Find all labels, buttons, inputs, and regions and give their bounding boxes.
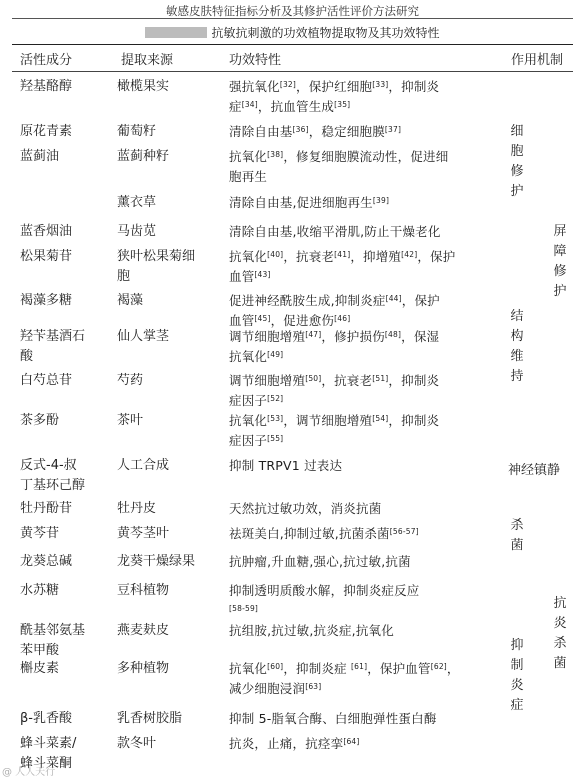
citation-ref: [47]: [305, 330, 322, 339]
citation-ref: [52]: [267, 394, 284, 403]
effect-text: ，抑增殖: [350, 249, 402, 264]
effect-line: [229, 431, 501, 451]
citation-ref: [56-57]: [389, 527, 419, 536]
ingredient-cell: 褐藻多糖: [20, 293, 73, 308]
effect-cell: [229, 734, 501, 754]
effect-text: 清除自由基,收缩平滑肌,防止干燥老化: [229, 224, 441, 239]
effect-line: [229, 371, 501, 391]
effect-text: 促进神经酰胺生成,抑制炎症: [229, 293, 386, 308]
effect-text: 清除自由基: [229, 124, 293, 139]
citation-ref: [45]: [254, 314, 271, 323]
effect-text: 血管: [229, 269, 255, 284]
ingredient-cell: 牡丹酚苷: [20, 501, 73, 516]
effect-text: ，保护: [401, 293, 440, 308]
effect-line: [229, 499, 501, 519]
effect-line: [229, 659, 501, 679]
effect-text: 调节细胞增殖: [229, 329, 306, 344]
ingredient-cell: 茶多酚: [20, 413, 60, 428]
citation-ref: [40]: [267, 250, 284, 259]
effect-text: ，抑制炎症: [283, 661, 351, 676]
effect-cell: [229, 709, 501, 729]
effect-line: [229, 222, 501, 242]
effect-text: ，调节细胞增殖: [283, 413, 373, 428]
source-cell: 黄芩茎叶: [117, 526, 170, 541]
effect-line: [229, 267, 501, 287]
mechanism-antibacterial: 杀 菌: [510, 518, 524, 553]
ingredient-line: 酸: [20, 349, 34, 364]
citation-ref: [37]: [384, 125, 402, 134]
citation-ref: [38]: [267, 150, 284, 159]
ingredient-line: 羟苄基酒石: [20, 329, 86, 344]
watermark: @ 人人天行: [2, 767, 56, 778]
citation-ref: [42]: [401, 250, 418, 259]
effect-line: [229, 581, 501, 601]
citation-ref: [36]: [292, 125, 309, 134]
source-cell: 牡丹皮: [117, 501, 157, 516]
effect-text: 调节细胞增殖: [229, 373, 306, 388]
citation-ref: [62]: [430, 662, 447, 671]
effect-line: [229, 456, 501, 476]
effect-cell: [229, 524, 501, 544]
mechanism-anti-inflammatory-antibacterial: 抗 炎 杀 菌: [553, 596, 567, 671]
effect-cell: [229, 411, 501, 451]
source-cell: 乳香树胶脂: [117, 711, 183, 726]
source-cell: 芍药: [117, 373, 144, 388]
source-cell: 马齿苋: [117, 224, 157, 239]
effect-line: [229, 679, 501, 699]
effect-text: 强抗氧化: [229, 79, 280, 94]
source-cell: 人工合成: [117, 458, 170, 473]
effect-cell: [229, 193, 501, 213]
effect-text: 症因子: [229, 433, 268, 448]
ingredient-line: 丁基环己醇: [20, 478, 86, 493]
source-line: 狭叶松果菊细: [117, 249, 196, 264]
ingredient-cell: β-乳香酸: [20, 711, 72, 726]
mechanism-cell-repair: 细 胞 修 护: [510, 124, 524, 199]
source-cell: 蓝蓟种籽: [117, 149, 170, 164]
effect-line: [229, 709, 501, 729]
source-cell: 仙人掌茎: [117, 329, 170, 344]
effect-text: 抗氧化: [229, 413, 268, 428]
header-mechanism: 作用机制: [511, 53, 564, 68]
effect-cell: [229, 147, 501, 187]
ingredient-cell: [20, 621, 112, 661]
citation-ref: [35]: [334, 100, 351, 109]
effect-line: [229, 147, 501, 167]
effect-text: ，促进愈伤: [270, 313, 335, 328]
effect-text: 抗氧化: [229, 249, 268, 264]
citation-ref: [46]: [334, 314, 351, 323]
effect-text: 清除自由基,促进细胞再生: [229, 195, 373, 210]
ingredient-line: 酰基邻氨基: [20, 623, 86, 638]
citation-ref: [43]: [254, 270, 271, 279]
effect-cell: [229, 291, 501, 331]
ingredient-cell: 槲皮素: [20, 661, 60, 676]
effect-line: [229, 601, 501, 621]
effect-text: 症因子: [229, 393, 268, 408]
source-cell: [117, 247, 221, 287]
citation-ref: [51]: [372, 374, 389, 383]
effect-cell: [229, 222, 501, 242]
effect-cell: [229, 621, 501, 641]
source-cell: 豆科植物: [117, 583, 170, 598]
effect-line: [229, 524, 501, 544]
effect-line: [229, 122, 501, 142]
citation-ref: [55]: [267, 434, 284, 443]
citation-ref: [54]: [372, 414, 389, 423]
effect-text: ，保护: [417, 249, 456, 264]
citation-ref: [63]: [305, 682, 322, 691]
effect-text: 减少细胞浸润: [229, 681, 306, 696]
citation-ref: [58-59]: [229, 604, 259, 613]
effect-cell: [229, 122, 501, 142]
effect-text: 抑制透明质酸水解，抑制炎症反应: [229, 583, 420, 598]
table-caption: [0, 24, 585, 41]
effect-cell: [229, 77, 501, 117]
header-source: 提取来源: [121, 53, 174, 68]
mechanism-structure: 结 构 维 持: [510, 309, 524, 384]
effect-text: 胞再生: [229, 169, 268, 184]
ingredient-cell: 水苏糖: [20, 583, 60, 598]
effect-line: [229, 552, 501, 572]
effect-line: [229, 291, 501, 311]
effect-cell: [229, 552, 501, 572]
table-top-rule: [12, 44, 573, 45]
effect-cell: [229, 499, 501, 519]
citation-ref: [41]: [334, 250, 351, 259]
effect-text: ，: [446, 661, 460, 676]
effect-text: ，抗衰老: [283, 249, 335, 264]
effect-text: ，修复细胞膜流动性，促进细: [283, 149, 449, 164]
ingredient-cell: 松果菊苷: [20, 249, 73, 264]
caption-redaction: [145, 27, 207, 38]
effect-cell: [229, 659, 501, 699]
ingredient-line: 蜂斗菜素/: [20, 736, 77, 751]
source-cell: 茶叶: [117, 413, 144, 428]
source-cell: 橄榄果实: [117, 79, 170, 94]
effect-line: [229, 247, 501, 267]
effect-text: 抑制 5-脂氧合酶、白细胞弹性蛋白酶: [229, 711, 437, 726]
effect-line: [229, 391, 501, 411]
source-cell: 薰衣草: [117, 195, 157, 210]
caption-text: 抗敏抗刺激的功效植物提取物及其功效特性: [211, 26, 440, 40]
effect-cell: [229, 327, 501, 367]
ingredient-cell: [20, 456, 112, 496]
mechanism-inhibit-inflammation: 抑 制 炎 症: [510, 638, 524, 713]
source-cell: 款冬叶: [117, 736, 157, 751]
effect-text: 抗肿瘤,升血糖,强心,抗过敏,抗菌: [229, 554, 411, 569]
effect-line: [229, 411, 501, 431]
table-header-rule: [12, 71, 573, 72]
source-line: 胞: [117, 269, 131, 284]
effect-line: [229, 193, 501, 213]
effect-line: [229, 77, 501, 97]
citation-ref: [34]: [241, 100, 258, 109]
page-header: 敏感皮肤特征指标分析及其修护活性评价方法研究: [166, 4, 419, 18]
citation-ref: [64]: [343, 737, 360, 746]
citation-ref: [33]: [372, 80, 389, 89]
effect-text: ，修护损伤: [321, 329, 385, 344]
effect-text: 抗炎，止痛，抗痉挛: [229, 736, 344, 751]
source-cell: 燕麦麸皮: [117, 623, 170, 638]
effect-text: 抑制 TRPV1 过表达: [229, 458, 343, 473]
ingredient-cell: 黄芩苷: [20, 526, 60, 541]
source-cell: 褐藻: [117, 293, 144, 308]
effect-text: 抗氧化: [229, 661, 268, 676]
source-cell: 葡萄籽: [117, 124, 157, 139]
effect-text: 天然抗过敏功效，消炎抗菌: [229, 501, 382, 516]
citation-ref: [50]: [305, 374, 322, 383]
effect-text: 症: [229, 99, 242, 114]
source-cell: 多种植物: [117, 661, 170, 676]
citation-ref: [61]: [351, 662, 368, 671]
ingredient-cell: 龙葵总碱: [20, 554, 73, 569]
effect-text: 抗氧化: [229, 349, 268, 364]
citation-ref: [49]: [267, 350, 284, 359]
citation-ref: [53]: [267, 414, 284, 423]
effect-text: ，保护血管: [367, 661, 431, 676]
effect-text: ，抑制炎: [388, 373, 440, 388]
effect-line: [229, 621, 501, 641]
citation-ref: [39]: [372, 196, 390, 205]
effect-cell: [229, 247, 501, 287]
effect-text: ，稳定细胞膜: [308, 124, 385, 139]
citation-ref: [48]: [384, 330, 402, 339]
mechanism-barrier-repair: 屏 障 修 护: [553, 224, 567, 299]
ingredient-line: 苯甲酸: [20, 643, 60, 658]
effect-text: 抗氧化: [229, 149, 268, 164]
effect-text: ，抗衰老: [321, 373, 373, 388]
effect-text: ，保湿: [401, 329, 440, 344]
effect-text: ，保护红细胞: [296, 79, 373, 94]
header-ingredient: 活性成分: [20, 53, 73, 68]
effect-cell: [229, 456, 501, 476]
ingredient-cell: [20, 327, 112, 367]
effect-line: [229, 327, 501, 347]
header-effect: 功效特性: [229, 53, 282, 68]
ingredient-cell: 羟基酪醇: [20, 79, 73, 94]
effect-text: ，抑制炎: [388, 79, 440, 94]
effect-line: [229, 734, 501, 754]
ingredient-line: 反式-4-叔: [20, 458, 77, 473]
ingredient-cell: 蓝蓟油: [20, 149, 60, 164]
mechanism-neuro-soothing: 神经镇静: [508, 463, 561, 478]
effect-text: 抗组胺,抗过敏,抗炎症,抗氧化: [229, 623, 394, 638]
effect-line: [229, 167, 501, 187]
ingredient-cell: 原花青素: [20, 124, 73, 139]
ingredient-line: 蜂斗菜酮: [20, 756, 73, 771]
ingredient-cell: 白芍总苷: [20, 373, 73, 388]
citation-ref: [32]: [279, 80, 297, 89]
effect-cell: [229, 371, 501, 411]
effect-text: ，抑制炎: [388, 413, 440, 428]
effect-text: 祛斑美白,抑制过敏,抗菌杀菌: [229, 526, 390, 541]
effect-line: [229, 347, 501, 367]
source-cell: 龙葵干燥绿果: [117, 554, 196, 569]
effect-line: [229, 97, 501, 117]
ingredient-cell: 蓝香烟油: [20, 224, 73, 239]
effect-cell: [229, 581, 501, 621]
citation-ref: [60]: [267, 662, 284, 671]
effect-text: 血管: [229, 313, 255, 328]
header-rule: [12, 18, 573, 19]
effect-text: ，抗血管生成: [257, 99, 335, 114]
citation-ref: [44]: [385, 294, 402, 303]
